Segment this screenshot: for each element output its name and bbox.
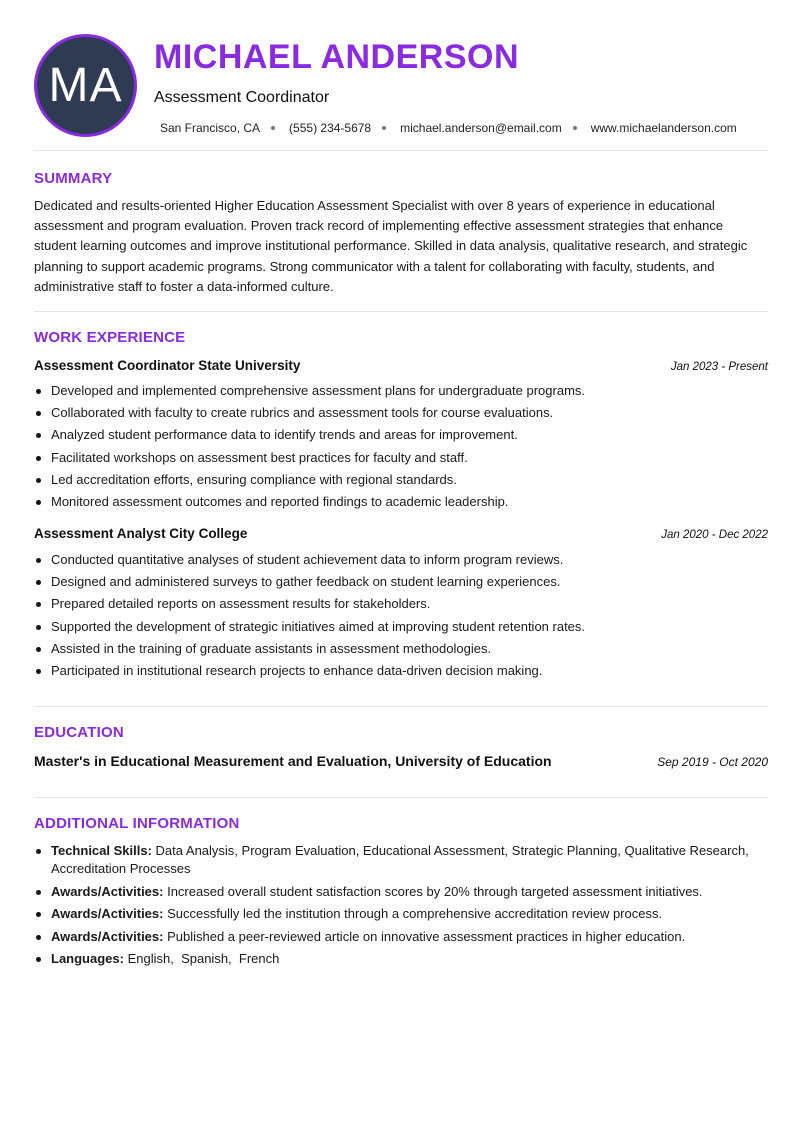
contact-phone: (555) 234-5678 <box>289 121 372 135</box>
list-item <box>34 928 768 946</box>
contact-location: San Francisco, CA <box>160 121 261 135</box>
item-label: Technical Skills: <box>51 843 152 858</box>
divider <box>34 311 768 312</box>
job-header <box>34 526 768 541</box>
list-item: Assisted in the training of graduate assistants in assessment methodologies. <box>34 638 768 660</box>
summary-heading: SUMMARY <box>34 170 113 187</box>
resume-header <box>34 34 768 138</box>
job-bullets <box>34 380 768 513</box>
item-label: Languages: <box>51 951 124 966</box>
list-item: Analyzed student performance data to identify trends and areas for improvement. <box>34 424 768 446</box>
list-item: Led accreditation efforts, ensuring compliance with regional standards. <box>34 469 768 491</box>
item-text: Published a peer-reviewed article on innovative assessment practices in higher education. <box>167 928 686 944</box>
job-bullets <box>34 549 768 682</box>
list-item <box>34 950 768 968</box>
item-label: Awards/Activities: <box>51 883 164 899</box>
education-date: Sep 2019 - Oct 2020 <box>657 755 768 769</box>
separator-dot <box>382 126 386 130</box>
list-item: Collaborated with faculty to create rubrics and assessment tools for course evaluations. <box>34 402 768 424</box>
item-label: Awards/Activities: <box>51 928 164 944</box>
list-item <box>34 842 768 878</box>
item-text: Increased overall student satisfaction scores by 20% through targeted assessment initiatives. <box>167 883 703 899</box>
candidate-role: Assessment Coordinator <box>154 89 330 106</box>
list-item: Participated in institutional research projects to enhance data-driven decision making. <box>34 660 768 682</box>
summary-text: Dedicated and results-oriented Higher Education Assessment Specialist with over 8 years of experience in educational assessment and program evaluation. Proven track record of implementing effective assessment strategies that enhance student learning outcomes and improve institutional performance. Skilled in data analysis, qualitative research, and strategic planning to support academic programs. Strong communicator with a talent for collaborating with faculty, students, and administrative staff to foster a data-informed culture. <box>34 198 748 294</box>
job-title: Assessment Coordinator State University <box>34 358 301 373</box>
avatar: MA <box>34 34 137 137</box>
item-text: Data Analysis, Program Evaluation, Educational Assessment, Strategic Planning, Qualitative Research, Accreditation Processes <box>51 843 749 876</box>
experience-heading: WORK EXPERIENCE <box>34 329 186 346</box>
list-item: Developed and implemented comprehensive assessment plans for undergraduate programs. <box>34 380 768 402</box>
list-item: Prepared detailed reports on assessment results for stakeholders. <box>34 593 768 615</box>
item-text: English, Spanish, French <box>127 951 280 966</box>
list-item: Designed and administered surveys to gather feedback on student learning experiences. <box>34 571 768 593</box>
item-label: Awards/Activities: <box>51 906 164 921</box>
list-item <box>34 883 768 901</box>
job-header <box>34 358 768 373</box>
job-title: Assessment Analyst City College <box>34 526 248 541</box>
candidate-name: MICHAEL ANDERSON <box>154 38 520 76</box>
divider <box>34 150 768 151</box>
additional-heading: ADDITIONAL INFORMATION <box>34 815 240 832</box>
separator-dot <box>573 126 577 130</box>
list-item: Facilitated workshops on assessment best practices for faculty and staff. <box>34 447 768 469</box>
education-heading: EDUCATION <box>34 724 124 741</box>
contact-website[interactable]: www.michaelanderson.com <box>590 121 737 135</box>
list-item <box>34 905 768 923</box>
list-item: Supported the development of strategic initiatives aimed at improving student retention rates. <box>34 616 768 638</box>
item-text: Successfully led the institution through a comprehensive accreditation review process. <box>167 906 663 921</box>
list-item: Conducted quantitative analyses of student achievement data to inform program reviews. <box>34 549 768 571</box>
job-date: Jan 2023 - Present <box>670 361 768 373</box>
job-date: Jan 2020 - Dec 2022 <box>661 529 768 541</box>
education-entry <box>34 753 768 769</box>
additional-list <box>34 842 768 973</box>
divider <box>34 706 768 707</box>
separator-dot <box>271 126 275 130</box>
degree-title: Master's in Educational Measurement and Evaluation, University of Education <box>34 753 552 769</box>
divider <box>34 797 768 798</box>
list-item: Monitored assessment outcomes and reported findings to academic leadership. <box>34 491 768 513</box>
contact-email[interactable]: michael.anderson@email.com <box>400 121 562 135</box>
contact-line <box>160 121 737 135</box>
